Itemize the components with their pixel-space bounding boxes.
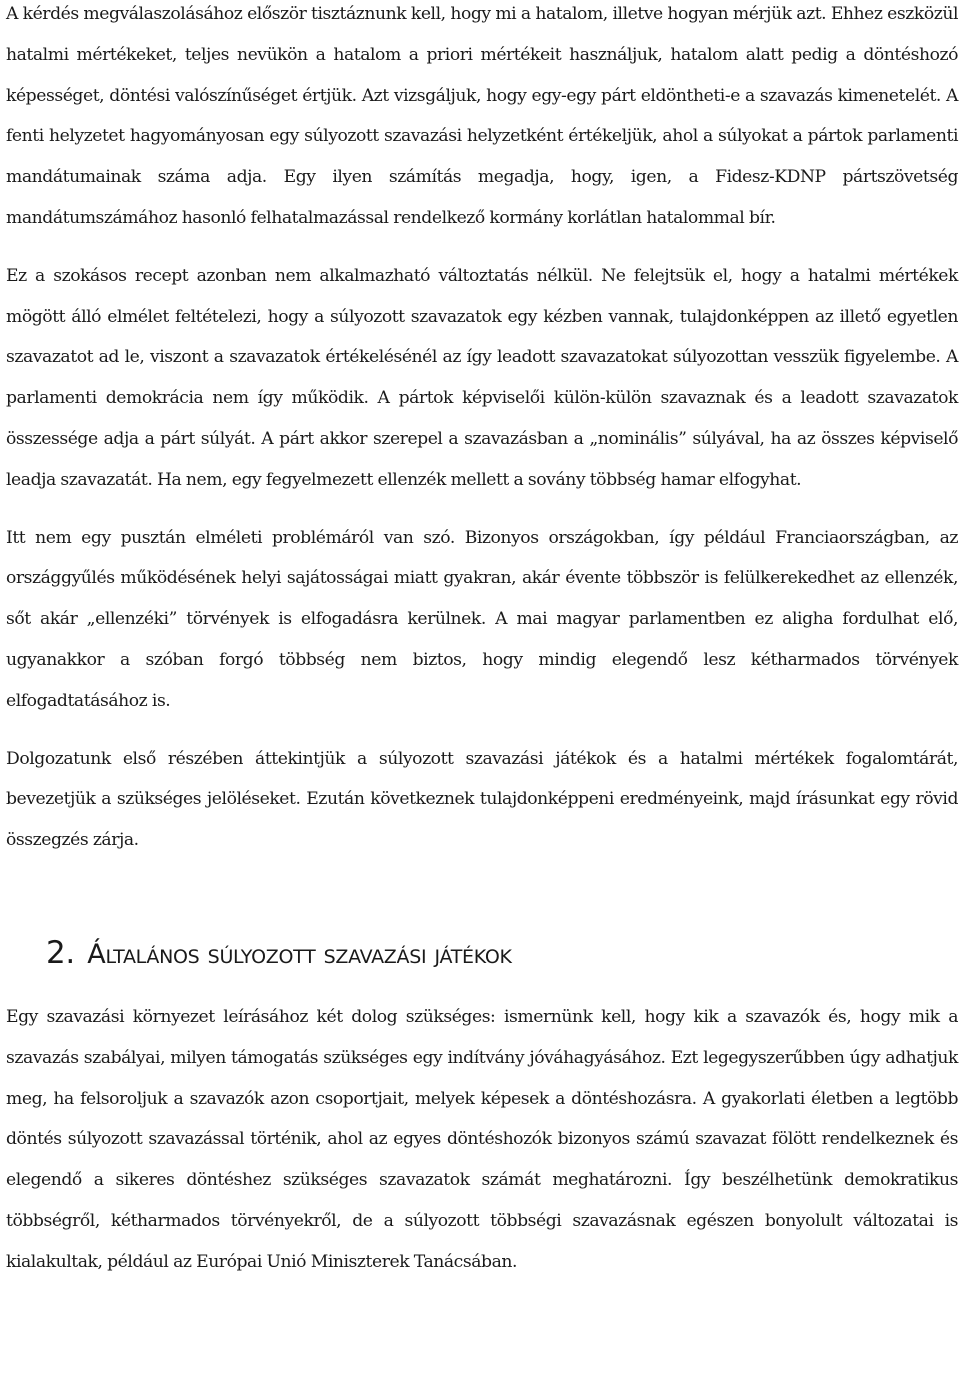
section-heading [46, 933, 958, 975]
document-page [6, 0, 958, 1283]
paragraph-practical-problem: Itt nem egy pusztán elméleti problémáról van szó. Bizonyos országokban, így például Franciaországban, az országgyűlés működésének helyi sajátosságai miatt gyakran, akár évente többször is felülkerekedhet az ellenzék, sőt akár „ellenzéki” törvények is elfogadásra kerülnek. A mai magyar parlamentben ez aligha fordulhat elő, ugyanakkor a szóban forgó többség nem biztos, hogy mindig elegendő lesz kétharmados törvények elfogadtatásához is. [6, 527, 958, 711]
paragraph-power-measurement: A kérdés megválaszolásához először tisztáznunk kell, hogy mi a hatalom, illetve hogyan mérjük azt. Ehhez eszközül hatalmi mértékeket, teljes nevükön a hatalom a priori mértékeit használjuk, hatalom alatt pedig a döntéshozó képességet, döntési valószínűséget értjük. Azt vizsgáljuk, hogy egy-egy párt eldöntheti-e a szavazás kimenetelét. A fenti helyzetet hagyományosan egy súlyozott szavazási helyzetként értékeljük, ahol a súlyokat a pártok parlamenti mandátumainak száma adja. Egy ilyen számítás megadja, hogy, igen, a Fidesz-KDNP pártszövetség mandátumszámához hasonló felhatalmazással rendelkező kormány korlátlan hatalommal bír. [6, 4, 958, 228]
section-number: 2. [46, 934, 75, 971]
paragraph-paper-outline: Dolgozatunk első részében áttekintjük a súlyozott szavazási játékok és a hatalmi mértékek fogalomtárát, bevezetjük a szükséges jelöléseket. Ezután következnek tulajdonképpeni eredményeink, majd írásunkat egy rövid összegzés zárja. [6, 748, 958, 851]
paragraph-voting-environment: Egy szavazási környezet leírásához két dolog szükséges: ismernünk kell, hogy kik a szavazók és, hogy mik a szavazás szabályai, milyen támogatás szükséges egy indítvány jóváhagyásához. Ezt legegyszerűbben úgy adhatjuk meg, ha felsoroljuk a szavazók azon csoportjait, melyek képesek a döntéshozásra. A gyakorlati életben a legtöbb döntés súlyozott szavazással történik, ahol az egyes döntéshozók bizonyos számú szavazat fölött rendelkeznek és elegendő a sikeres döntéshez szükséges szavazatok számát meghatározni. Így beszélhetünk demokratikus többségről, kétharmados törvényekről, de a súlyozott többségi szavazásnak egészen bonyolult változatai is kialakultak, például az Európai Unió Miniszterek Tanácsában. [6, 1006, 958, 1272]
paragraph-weighted-votes-recipe: Ez a szokásos recept azonban nem alkalmazható változtatás nélkül. Ne felejtsük el, hogy a hatalmi mértékek mögött álló elmélet feltételezi, hogy a súlyozott szavazatok egy kézben vannak, tulajdonképpen az illető egyetlen szavazatot ad le, viszont a szavazatok értékelésénél az így leadott szavazatokat súlyozottan vesszük figyelembe. A parlamenti demokrácia nem így működik. A pártok képviselői külön-külön szavaznak és a leadott szavazatok összessége adja a párt súlyát. A párt akkor szerepel a szavazásban a „nominális” súlyával, ha az összes képviselő leadja szavazatát. Ha nem, egy fegyelmezett ellenzék mellett a sovány többség hamar elfogyhat. [6, 265, 958, 490]
section-title: Általános súlyozott szavazási játékok [87, 938, 512, 970]
